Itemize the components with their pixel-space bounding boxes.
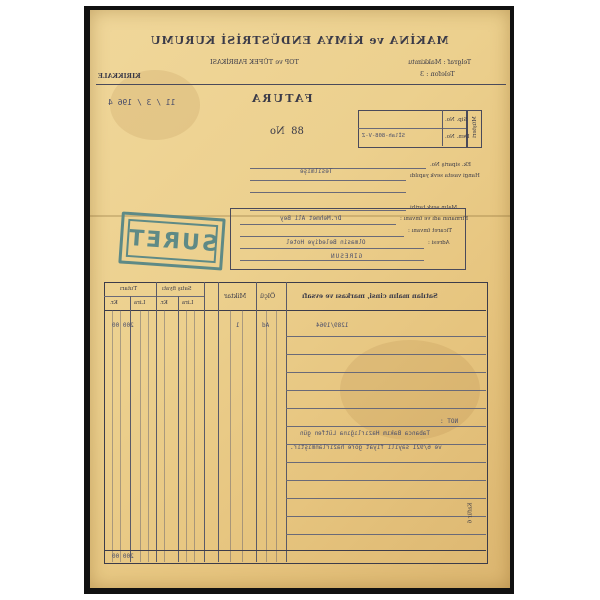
row1-qty: 1 bbox=[236, 322, 240, 329]
ruling-line bbox=[164, 310, 165, 562]
firma-value: Dr.Mehmet Ali Bey bbox=[280, 215, 342, 222]
ticaret-label: Ticaret ünvanı : bbox=[408, 228, 453, 234]
side-code: Kafür 6 bbox=[467, 502, 474, 524]
row-rule bbox=[286, 372, 486, 373]
column-separator bbox=[286, 282, 287, 562]
invoice-paper bbox=[90, 10, 510, 588]
column-separator bbox=[204, 282, 205, 562]
ship-date-label: Malın sevk tarihi bbox=[410, 205, 458, 211]
recipient-city: GİRESUN bbox=[330, 253, 363, 260]
ruling-line bbox=[120, 310, 121, 562]
form-line bbox=[250, 168, 426, 169]
vehicle-value: Tesilmişe bbox=[300, 168, 333, 175]
row-rule bbox=[286, 408, 486, 409]
note-line-2: ve 6/921 sayılı fiyat göre hazırlanmıştır. bbox=[290, 444, 442, 451]
col-header-description: Satılan malın cinsi, markası ve evsafı bbox=[302, 292, 438, 300]
telegraph-line: Telgraf : Makkimtu bbox=[408, 58, 472, 66]
ruling-line bbox=[242, 310, 243, 562]
column-separator bbox=[156, 282, 157, 562]
table-subheader-rule bbox=[104, 296, 204, 297]
row-rule bbox=[286, 462, 486, 463]
adres-value: Olmasin Belediye Hotel bbox=[286, 239, 366, 246]
column-separator bbox=[256, 282, 257, 562]
form-line bbox=[250, 180, 406, 181]
form-line bbox=[240, 224, 396, 225]
box-divider bbox=[358, 128, 466, 129]
customer-side-label: Müşteri bbox=[471, 116, 478, 138]
grand-total: 200 00 bbox=[112, 553, 134, 560]
form-line bbox=[240, 236, 404, 237]
ruling-line bbox=[186, 310, 187, 562]
header-rule bbox=[96, 84, 506, 85]
ruling-line bbox=[230, 310, 231, 562]
form-line bbox=[250, 192, 406, 193]
company-title: MAKİNA ve KİMYA ENDÜSTRİSİ KURUMU bbox=[150, 34, 449, 47]
ruling-line bbox=[276, 310, 277, 562]
form-line bbox=[240, 248, 424, 249]
row1-description: 1289/1964 bbox=[316, 322, 349, 329]
items-table bbox=[104, 282, 488, 564]
adres-label: Adresi : bbox=[428, 240, 450, 246]
invoice-number: 88 No bbox=[270, 126, 304, 137]
ruling-line bbox=[194, 310, 195, 562]
city-label: KIRIKKALE bbox=[98, 72, 141, 80]
ruling-line bbox=[112, 310, 113, 562]
row-rule bbox=[286, 498, 486, 499]
note-line-1: Tabanca Bakım Hazırlığına Lütfen gün bbox=[300, 430, 431, 437]
row1-unit: Ad bbox=[262, 322, 270, 329]
column-separator bbox=[218, 282, 219, 562]
factory-name: TOP ve TÜFEK FABRİKASI bbox=[210, 58, 299, 66]
invoice-date: 11 / 3 / 196 4 bbox=[108, 98, 176, 107]
col-header-unit: Ölçü bbox=[260, 292, 276, 300]
vehicle-label: Hangi vasıta sevk yapıldı bbox=[410, 173, 480, 179]
price-kurus-label: Kr. bbox=[160, 300, 168, 306]
price-lira-label: Lira bbox=[182, 300, 194, 306]
col-header-total: Tutarı bbox=[120, 286, 138, 292]
col-header-price: Satış fiyatı bbox=[162, 286, 192, 292]
ek-siparis-label: Ek. sipariş No. bbox=[430, 162, 471, 168]
row1-total: 200 00 bbox=[112, 322, 134, 329]
phone-line: Telefon : 3 bbox=[420, 70, 455, 78]
den-no-value: Sİlah-808-V-Z bbox=[362, 133, 406, 139]
ruling-line bbox=[148, 310, 149, 562]
row-rule bbox=[286, 534, 486, 535]
total-rule bbox=[104, 550, 486, 551]
invoice-label: FATURA bbox=[250, 92, 313, 105]
row-rule bbox=[286, 516, 486, 517]
column-separator bbox=[178, 296, 179, 562]
sip-no-label: Sip. No. bbox=[445, 117, 468, 123]
col-header-qty: Miktar bbox=[224, 292, 247, 300]
row-rule bbox=[286, 390, 486, 391]
form-line bbox=[240, 260, 424, 261]
box-divider bbox=[442, 110, 443, 146]
row-rule bbox=[286, 354, 486, 355]
note-title: NOT : bbox=[440, 418, 459, 425]
order-number-box bbox=[358, 110, 468, 148]
row-rule bbox=[286, 336, 486, 337]
table-header-rule bbox=[104, 310, 486, 311]
firma-label: Firmanın adı ve ünvanı : bbox=[400, 216, 469, 222]
row-rule bbox=[286, 480, 486, 481]
column-separator bbox=[130, 296, 131, 562]
row-rule bbox=[286, 426, 486, 427]
suret-stamp: SURET bbox=[118, 211, 225, 270]
total-lira-label: Lira bbox=[134, 300, 146, 306]
den-no-label: Den. No. bbox=[445, 134, 470, 140]
total-kurus-label: Kr. bbox=[110, 300, 118, 306]
ruling-line bbox=[266, 310, 267, 562]
ruling-line bbox=[140, 310, 141, 562]
